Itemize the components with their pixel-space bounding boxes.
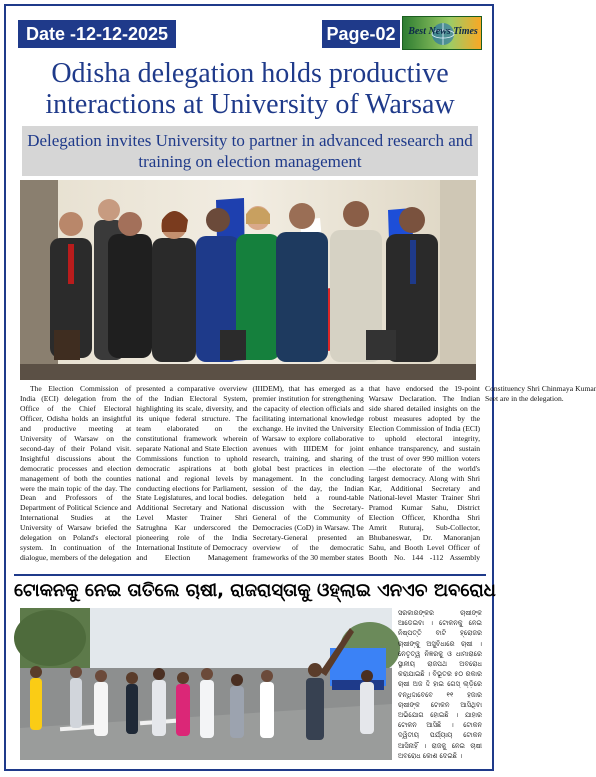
farmers-protest-photo — [20, 608, 392, 760]
date-label: Date -12-12-2025 — [18, 20, 176, 48]
delegation-group-photo — [20, 180, 476, 380]
protest-photo-illustration — [20, 608, 392, 760]
page-number-label: Page-02 — [322, 20, 400, 48]
odia-headline: ଟୋକନକୁ ନେଇ ତାତିଲେ ଚାଷୀ, ରାଜରାସ୍ତାକୁ ଓହ୍ଲାଇ ଏନଏଚ ଅବରୋଧ — [14, 580, 496, 601]
odia-article-body: ସରକାରଙ୍କର ଚାଷୀଙ୍କ ଆଡେଇବା । ଟୋକନକୁ ନେଇ ନିଷ୍ପତ୍ତି ବାଟି ହ୍ରୋଜର ଚାଷୀଙ୍କୁ ଅସୁବିଧାରେ ଚାଷୀ । ନେତୃତ୍ୱ ନିଜ୍ଞରକୁ ଓ ଧାମାରାରେ ସ୍ଥାନୀୟ ରାଜପଥ ଅବରୋଧ କରାଯାଇଛି । ବିଭୂତର ୫୦ ରକାର ଚାଷୀ ଅଜ ଦ୍ଦି ହାଇ ଗେସ୍ ଲ୍ଡ଼ିରେ ବନ୍ଧିଦ୍ଦାବେବେ ୧୧ ହଜାର ଚାଷୀଙ୍କ ଟୋକନ ଆସିଥିବା ଅଭିଯୋଗ ହୋଇଛି । ଯାହାର ଟୋକନ ଆସିଛି । ଟୋକନ ଦ୍ୱିତୀୟ ପର୍ଯ୍ୟାୟ ଟୋକନ ଆସିନାହିଁ । ରାଜକୁ ନେଇ ଚାଷୀ ଅବରୋଧ କୋଶ ଦେଇଛି । — [398, 609, 482, 760]
logo-text: Best News Times — [408, 26, 478, 37]
article-body — [20, 384, 596, 570]
delegation-photo-illustration — [20, 180, 476, 380]
section-divider — [14, 574, 486, 576]
article-headline: Odisha delegation holds productive interactions at University of Warsaw — [45, 58, 455, 120]
newspaper-logo — [402, 16, 482, 50]
article-subheadline: Delegation invites University to partner in advanced research and training on election management — [22, 126, 478, 176]
article-paragraph: The Election Commission of India (ECI) delegation from the Office of the Chief Electoral Officer, Odisha holds an insightful and productive meeting at University of Warsaw on the second-day of their Poland visit. Insightful discussions about the democratic processes and election management of both the counties were the main topic of the day. The Dean and Professors of the Department of Political Science and International Studies at the University of Warsaw briefed the delegation on Poland's electoral system. In continuation of the dialogue, members of the delegation presented a comparative overview of the Indian Electoral System, highlighting its scale, diversity, and its unique federal structure. The team elaborated on the constitutional framework wherein separate National and State Election Commissions function to uphold democratic aspirations at both national and regional levels by conducting elections for Parliament, State Legislatures, and local bodies. Additional Secretary and National Level Master Trainer Shri Satrughna Kar underscored the pioneering role of the India International Institute of Democracy and Election Management (IIIDEM), that has emerged as a premier institution for strengthening the capacity of election officials and facilitating international knowledge exchange. He invited the University of Warsaw to explore collaborative avenues with IIIDEM for joint research, training, and sharing of global best practices in election management. In the concluding session of the day, the Indian delegation held a round-table discussion with the Secretary-General of the Community of Democracies (CoD) in Warsaw. The Secretary-General presented an overview of the democratic frameworks of the 30 member states that have endorsed the 19-point Warsaw Declaration. The Indian side shared detailed insights on the robust measures adopted by the Election Commission of India (ECI) to uphold electoral integrity, enhance transparency, and sustain the trust of over 990 million voters—the electorate of the world's largest democracy. Along with Shri Kar, Additional Secretary and National-level Master Trainer Shri Pramod Kumar Sahu, District Election Officer, Khordha Shri Amrit Ruturaj, Sub-Collector, Bhubaneswar, Dr. Manoranjan Sahu, and Booth Level Officer of Booth No. 144 -112 Assembly Constituency Shri Chinmaya Kumar Seet are in the delegation. — [20, 384, 596, 563]
